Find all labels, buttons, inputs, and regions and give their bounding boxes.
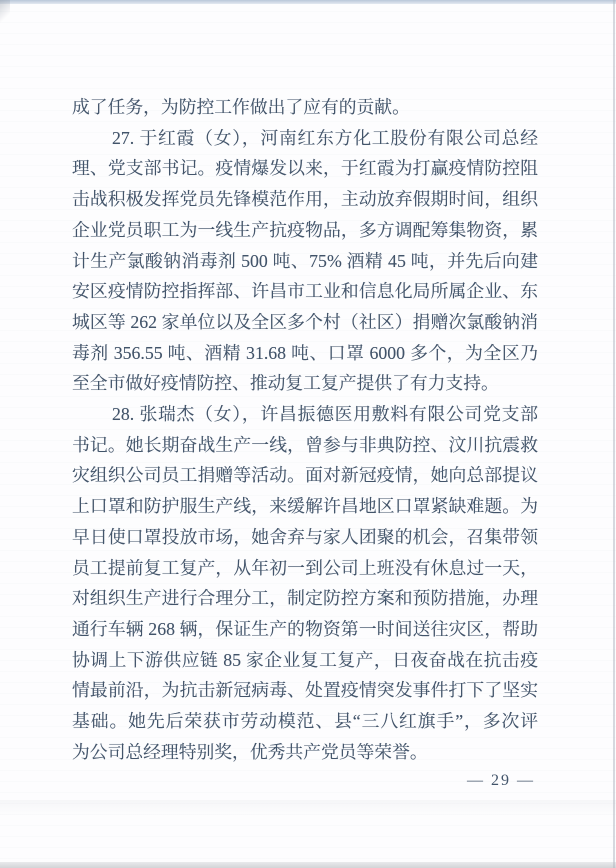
document-text: [72, 92, 538, 767]
text-line: 早日使口罩投放市场，她舍弃与家人团聚的机会，召集带领: [72, 526, 538, 547]
text-line: 灾组织公司员工捐赠等活动。面对新冠疫情，她向总部提议: [72, 465, 538, 486]
text-line: 城区等 262 家单位以及全区多个村（社区）捐赠次氯酸钠消: [72, 311, 538, 332]
text-line: 击战积极发挥党员先锋模范作用，主动放弃假期时间，组织: [72, 189, 538, 210]
scan-edge-top: [0, 0, 616, 4]
page-number: — 29 —: [467, 772, 535, 789]
text-line: 书记。她长期奋战生产一线，曾参与非典防控、汶川抗震救: [72, 434, 538, 455]
text-line: 情最前沿，为抗击新冠病毒、处置疫情突发事件打下了坚实: [72, 680, 538, 701]
text-line: 通行车辆 268 辆，保证生产的物资第一时间送往灾区，帮助: [72, 618, 538, 639]
text-line: 理、党支部书记。疫情爆发以来，于红霞为打赢疫情防控阻: [72, 158, 538, 179]
text-line: 企业党员职工为一线生产抗疫物品，多方调配筹集物资，累: [72, 219, 538, 240]
text-line: 成了任务，为防控工作做出了应有的贡献。: [72, 97, 410, 117]
scan-edge-bottom: [0, 862, 616, 868]
text-line: 上口罩和防护服生产线，来缓解许昌地区口罩紧缺难题。为: [72, 496, 538, 517]
text-line: 计生产氯酸钠消毒剂 500 吨、75% 酒精 45 吨，并先后向建: [72, 250, 538, 271]
text-line: 27. 于红霞（女），河南红东方化工股份有限公司总经: [112, 127, 538, 148]
scan-edge-right: [613, 0, 615, 868]
text-line: 对组织生产进行合理分工，制定防控方案和预防措施，办理: [72, 588, 538, 609]
text-line: 至全市做好疫情防控、推动复工复产提供了有力支持。: [72, 373, 499, 394]
text-line: 28. 张瑞杰（女），许昌振德医用敷料有限公司党支部: [112, 404, 538, 425]
text-line: 安区疫情防控指挥部、许昌市工业和信息化局所属企业、东: [72, 281, 538, 302]
scan-corner-artifact: [0, 0, 10, 24]
text-line: 协调上下游供应链 85 家企业复工复产，日夜奋战在抗击疫: [72, 649, 538, 670]
text-line: 毒剂 356.55 吨、酒精 31.68 吨、口罩 6000 多个，为全区乃: [72, 342, 538, 363]
scan-streak-band: [0, 800, 616, 816]
text-line: 为公司总经理特别奖，优秀共产党员等荣誉。: [72, 741, 428, 762]
text-line: 基础。她先后荣获市劳动模范、县“三八红旗手”，多次评: [72, 711, 538, 732]
text-line: 员工提前复工复产，从年初一到公司上班没有休息过一天，: [72, 557, 538, 578]
